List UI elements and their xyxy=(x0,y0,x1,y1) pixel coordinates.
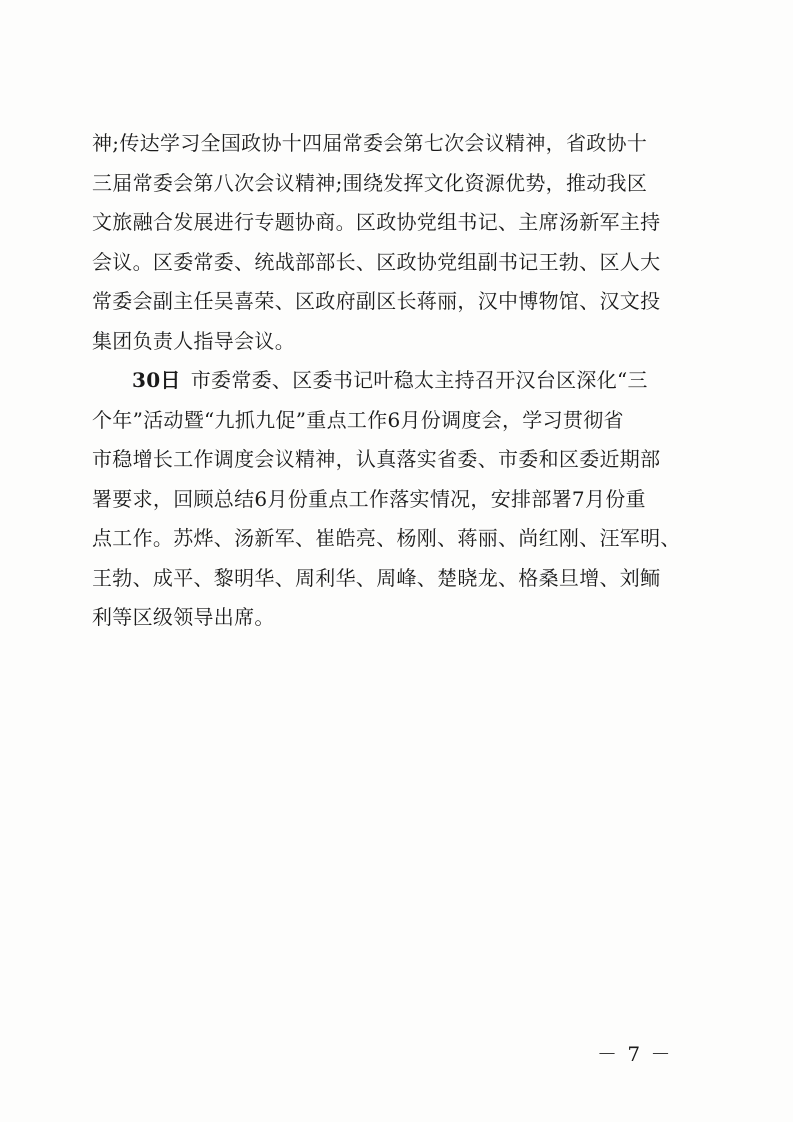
page-number: － 7 － xyxy=(597,1042,673,1066)
text-line: 集团负责人指导会议。 xyxy=(92,328,295,353)
text-line: 个年”活动暨“九抓九促”重点工作6月份调度会，学习贯彻省 xyxy=(92,407,624,432)
text-line: 市稳增长工作调度会议精神，认真落实省委、市委和区委近期部 xyxy=(92,447,661,471)
document-body xyxy=(92,124,681,638)
paragraph-continuation xyxy=(92,124,667,361)
text-line: 神;传达学习全国政协十四届常委会第七次会议精神，省政协十 xyxy=(92,131,648,155)
text-line: 王勃、成平、黎明华、周利华、周峰、楚晓龙、格桑旦增、刘鲕 xyxy=(92,565,661,590)
text-line: 文旅融合发展进行专题协商。区政协党组书记、主席汤新军主持 xyxy=(92,210,661,234)
text-line: 三届常委会第八次会议精神;围绕发挥文化资源优势，推动我区 xyxy=(92,170,648,195)
text-run: 市委常委、区委书记叶稳太主持召开汉台区深化“三 xyxy=(190,368,648,392)
text-line: 会议。区委常委、统战部部长、区政协党组副书记王勃、区人大 xyxy=(92,249,661,274)
text-line: 利等区级领导出席。 xyxy=(92,605,275,629)
text-line: 署要求，回顾总结6月份重点工作落实情况，安排部署7月份重 xyxy=(92,486,646,511)
text-line: 点工作。苏烨、汤新军、崔皓亮、杨刚、蒋丽、尚红刚、汪军明、 xyxy=(92,526,681,550)
paragraph-june-30 xyxy=(92,361,681,638)
text-line-first xyxy=(92,361,667,401)
entry-date: 30日 xyxy=(132,368,181,392)
text-line: 常委会副主任吴喜荣、区政府副区长蒋丽，汉中博物馆、汉文投 xyxy=(92,289,661,313)
